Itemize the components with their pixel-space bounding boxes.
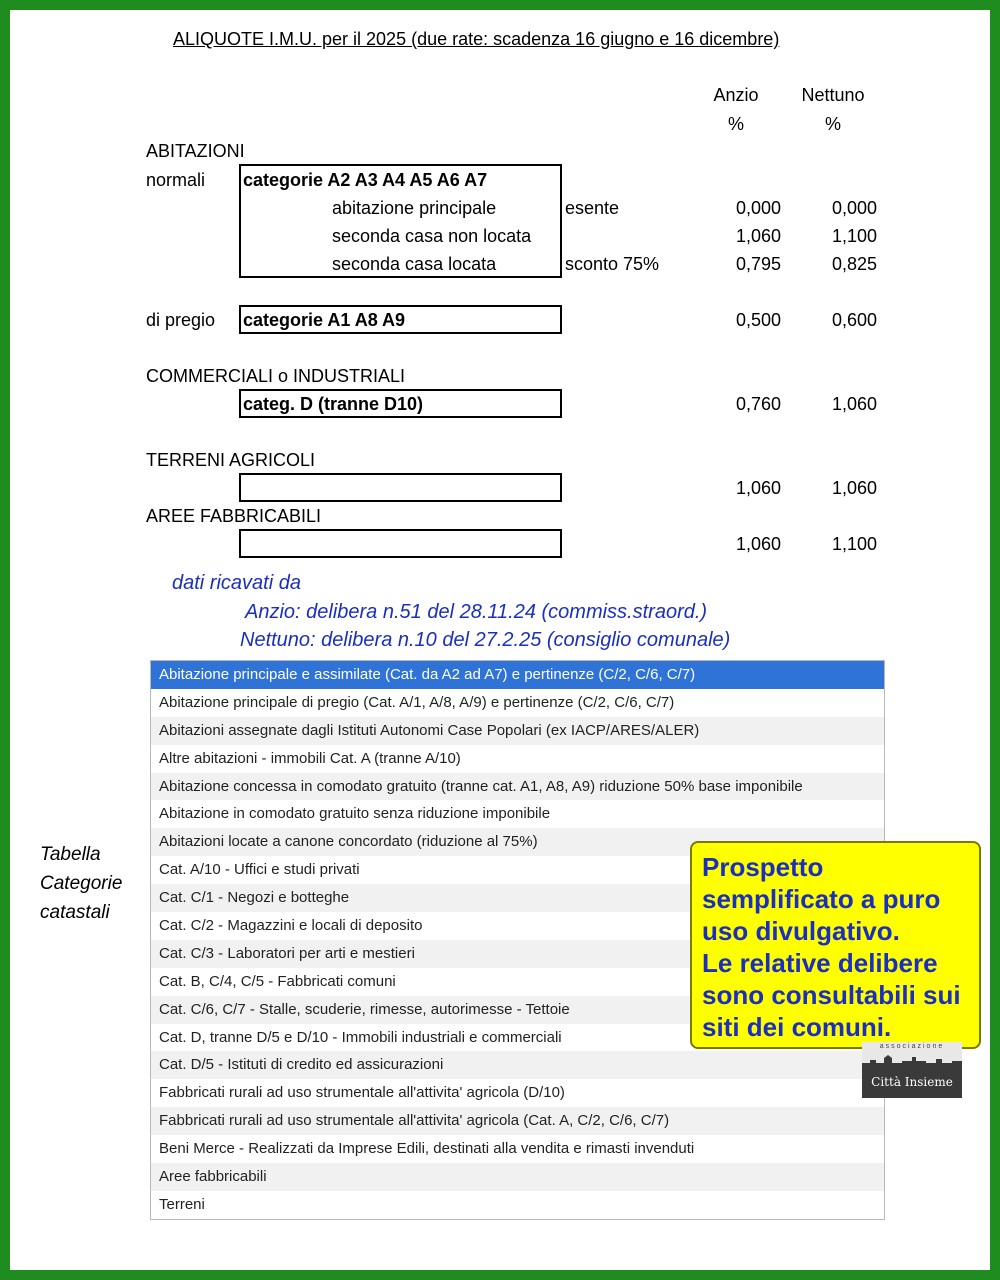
disclaimer-note: [690, 841, 981, 1049]
side-label-line: Categorie: [40, 873, 123, 894]
value-nettuno: 0,600: [831, 310, 877, 330]
list-item[interactable]: Cat. C/6, C/7 - Stalle, scuderie, rimesse, autorimesse - Tettoie: [151, 996, 884, 1024]
aree-heading: AREE FABBRICABILI: [146, 506, 322, 526]
row-label: seconda casa locata: [332, 254, 497, 274]
note-line: uso divulgativo.: [702, 916, 900, 946]
list-item[interactable]: Abitazione principale di pregio (Cat. A/1, A/8, A/9) e pertinenze (C/2, C/6, C/7): [159, 693, 675, 711]
logo-name: Città Insieme: [871, 1075, 953, 1089]
citta-insieme-logo: [862, 1042, 962, 1098]
list-item[interactable]: Cat. D, tranne D/5 e D/10 - Immobili industriali e commerciali: [159, 1028, 562, 1046]
list-item[interactable]: Cat. A/10 - Uffici e studi privati: [159, 861, 360, 879]
note-line: siti dei comuni.: [702, 1012, 892, 1042]
commerciali-heading: COMMERCIALI o INDUSTRIALI: [146, 366, 406, 386]
value-nettuno: 1,060: [831, 394, 877, 414]
row-label: abitazione principale: [332, 198, 497, 218]
list-item[interactable]: Aree fabbricabili: [151, 1163, 884, 1191]
source-nettuno: Nettuno: delibera n.10 del 27.2.25 (consiglio comunale): [240, 629, 731, 651]
aree-box: [239, 529, 562, 558]
value-anzio: 1,060: [735, 534, 781, 554]
value-nettuno: 1,100: [831, 534, 877, 554]
skyline-icon: [862, 1054, 962, 1068]
value-nettuno: 1,100: [831, 226, 877, 246]
page-title: ALIQUOTE I.M.U. per il 2025 (due rate: scadenza 16 giugno e 16 dicembre): [173, 29, 780, 49]
note-line: Prospetto: [702, 852, 824, 882]
value-anzio: 1,060: [735, 226, 781, 246]
list-item[interactable]: Altre abitazioni - immobili Cat. A (tranne A/10): [159, 749, 461, 767]
value-nettuno: 0,000: [831, 198, 877, 218]
terreni-box: [239, 473, 562, 502]
value-nettuno: 1,060: [831, 478, 877, 498]
list-item[interactable]: Cat. C/2 - Magazzini e locali di deposito: [159, 917, 423, 935]
value-anzio: 0,760: [735, 394, 781, 414]
side-label: [40, 840, 122, 927]
list-item[interactable]: Abitazioni locate a canone concordato (riduzione al 75%): [151, 828, 884, 856]
list-item[interactable]: Abitazioni assegnate dagli Istituti Autonomi Case Popolari (ex IACP/ARES/ALER): [151, 717, 884, 745]
row-note: sconto 75%: [565, 254, 660, 274]
side-label-line: catastali: [40, 902, 110, 923]
col-nettuno: Nettuno: [801, 85, 865, 105]
value-anzio: 0,000: [735, 198, 781, 218]
col-nettuno-unit: %: [824, 114, 841, 134]
source-anzio: Anzio: delibera n.51 del 28.11.24 (commiss.straord.): [245, 601, 708, 623]
value-anzio: 0,500: [735, 310, 781, 330]
row-note: esente: [565, 198, 620, 218]
normali-label: normali: [146, 170, 206, 190]
list-item[interactable]: Abitazione in comodato gratuito senza riduzione imponibile: [159, 805, 551, 823]
note-line: sono consultabili sui: [702, 980, 961, 1010]
value-anzio: 0,795: [735, 254, 781, 274]
commerciali-box-label: categ. D (tranne D10): [243, 394, 424, 414]
list-item[interactable]: Abitazione principale e assimilate (Cat. da A2 ad A7) e pertinenze (C/2, C/6, C/7): [151, 661, 884, 689]
list-item[interactable]: Fabbricati rurali ad uso strumentale all'attivita' agricola (D/10): [159, 1084, 565, 1102]
row-label: seconda casa non locata: [332, 226, 532, 246]
list-item[interactable]: Cat. C/1 - Negozi e botteghe: [151, 884, 884, 912]
terreni-heading: TERRENI AGRICOLI: [146, 450, 316, 470]
pregio-label: di pregio: [146, 310, 216, 330]
list-item[interactable]: Abitazione concessa in comodato gratuito (tranne cat. A1, A8, A9) riduzione 50% base imponibile: [151, 773, 884, 801]
value-nettuno: 0,825: [831, 254, 877, 274]
normali-box-label: categorie A2 A3 A4 A5 A6 A7: [243, 170, 488, 190]
logo-assoc: associazione: [879, 1043, 945, 1050]
note-line: Le relative delibere: [702, 948, 938, 978]
list-item[interactable]: Beni Merce - Realizzati da Imprese Edili, destinati alla vendita e rimasti invenduti: [159, 1140, 695, 1158]
list-item[interactable]: Fabbricati rurali ad uso strumentale all'attivita' agricola (Cat. A, C/2, C/6, C/7): [151, 1107, 884, 1135]
list-item[interactable]: Cat. D/5 - Istituti di credito ed assicurazioni: [151, 1051, 884, 1079]
source-intro: dati ricavati da: [172, 572, 301, 594]
note-line: semplificato a puro: [702, 884, 941, 914]
col-anzio-unit: %: [727, 114, 744, 134]
abitazioni-heading: ABITAZIONI: [146, 141, 245, 161]
pregio-box-label: categorie A1 A8 A9: [243, 310, 406, 330]
value-anzio: 1,060: [735, 478, 781, 498]
list-item[interactable]: Terreni: [159, 1195, 205, 1213]
col-anzio: Anzio: [713, 85, 759, 105]
list-item[interactable]: Cat. C/3 - Laboratori per arti e mestieri: [151, 940, 884, 968]
list-item[interactable]: Cat. B, C/4, C/5 - Fabbricati comuni: [159, 972, 396, 990]
side-label-line: Tabella: [40, 844, 101, 865]
